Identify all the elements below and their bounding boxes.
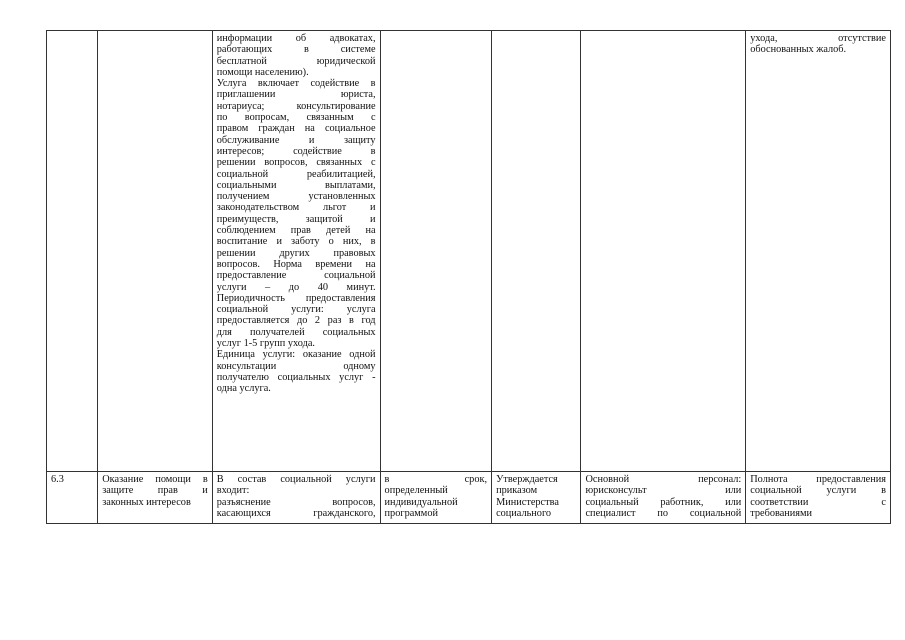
text-line: предоставление социальной <box>216 270 376 282</box>
text-line: ухода, отсутствие <box>750 33 886 44</box>
text-line: законодательством льгот и <box>216 202 376 214</box>
cell-tariff <box>492 472 581 524</box>
text-line: социальной реабилитацией, <box>216 168 376 180</box>
text-line: услуг 1-5 групп ухода. <box>216 338 315 350</box>
text-line: правом граждан на социальное <box>216 123 376 135</box>
cell-number <box>47 31 98 472</box>
text-line: социального <box>496 507 552 519</box>
text-line: предоставляется до 2 раз в год <box>216 315 376 327</box>
text-line: законных интересов <box>102 496 191 508</box>
text-line: в срок, <box>384 474 488 485</box>
cell-service-name <box>98 31 213 472</box>
text-line: информации об адвокатах, <box>216 33 376 44</box>
cell-quality <box>746 31 891 472</box>
text-line: определенный <box>384 485 448 497</box>
text-line: решении других правовых <box>216 247 376 259</box>
text-line: получателю социальных услуг - <box>216 371 376 383</box>
text-line: услуги – до 40 минут. <box>216 281 376 293</box>
text-line: преимуществ, защитой и <box>216 213 376 225</box>
text-line: приглашении юриста, <box>216 89 376 101</box>
text-line: соответствии с <box>750 496 886 508</box>
cell-staff <box>581 472 746 524</box>
table-row <box>47 472 891 524</box>
text-line: интересов; содействие в <box>216 145 376 157</box>
text-line: Периодичность предоставления <box>216 292 376 304</box>
text-line: Основной персонал: <box>585 474 742 485</box>
text-line: Единица услуги: оказание одной <box>216 349 376 361</box>
text-line: специалист по социальной <box>585 507 742 519</box>
cell-tariff <box>492 31 581 472</box>
text-line: вопросов. Норма времени на <box>216 258 376 270</box>
text-line: касающихся гражданского, <box>216 507 376 519</box>
text-line: решении вопросов, связанных с <box>216 157 376 169</box>
text-line: разъяснение вопросов, <box>216 496 376 508</box>
text-line: Оказание помощи в <box>102 474 208 485</box>
cell-number: 6.3 <box>47 472 98 524</box>
text-line: программой <box>384 507 438 519</box>
text-line: воспитание и заботу о них, в <box>216 236 376 248</box>
services-table <box>46 30 891 524</box>
text-line: консультации одному <box>216 360 376 372</box>
description-paragraph <box>217 33 376 78</box>
cell-service-name <box>98 472 213 524</box>
cell-staff <box>581 31 746 472</box>
text-line: социальный работник, или <box>585 496 742 508</box>
text-line: нотариуса; консультирование <box>216 100 376 112</box>
text-line: юрисконсульт или <box>585 485 742 497</box>
text-line: соблюдением прав детей на <box>216 225 376 237</box>
cell-description <box>212 472 380 524</box>
text-line: получением установленных <box>216 191 376 203</box>
cell-quality <box>746 472 891 524</box>
cell-term <box>380 31 492 472</box>
text-line: защите прав и <box>102 485 208 497</box>
text-line: бесплатной юридической <box>216 55 376 67</box>
text-line: социальными выплатами, <box>216 179 376 191</box>
text-line: Услуга включает содействие в <box>216 78 376 90</box>
description-paragraph <box>217 78 376 349</box>
text-line: Полнота предоставления <box>750 474 886 485</box>
text-line: обслуживание и защиту <box>216 134 376 146</box>
text-line: социальной услуги: услуга <box>216 304 376 316</box>
text-line: Утверждается <box>496 474 558 485</box>
text-line: входит: <box>216 485 250 497</box>
cell-description <box>212 31 380 472</box>
text-line: индивидуальной <box>384 496 458 508</box>
cell-term <box>380 472 492 524</box>
text-line: одна услуга. <box>216 383 271 395</box>
text-line: помощи населению). <box>216 66 309 78</box>
text-line: работающих в системе <box>216 44 376 56</box>
text-line: требованиями <box>750 507 813 519</box>
description-paragraph <box>217 349 376 394</box>
text-line: обоснованных жалоб. <box>750 44 847 56</box>
text-line: приказом <box>496 485 538 497</box>
text-line: по вопросам, связанным с <box>216 112 376 124</box>
text-line: Министерства <box>496 496 559 508</box>
text-line: социальной услуги в <box>750 485 886 497</box>
text-line: для получателей социальных <box>216 326 376 338</box>
text-line: В состав социальной услуги <box>216 474 376 485</box>
table-row <box>47 31 891 472</box>
